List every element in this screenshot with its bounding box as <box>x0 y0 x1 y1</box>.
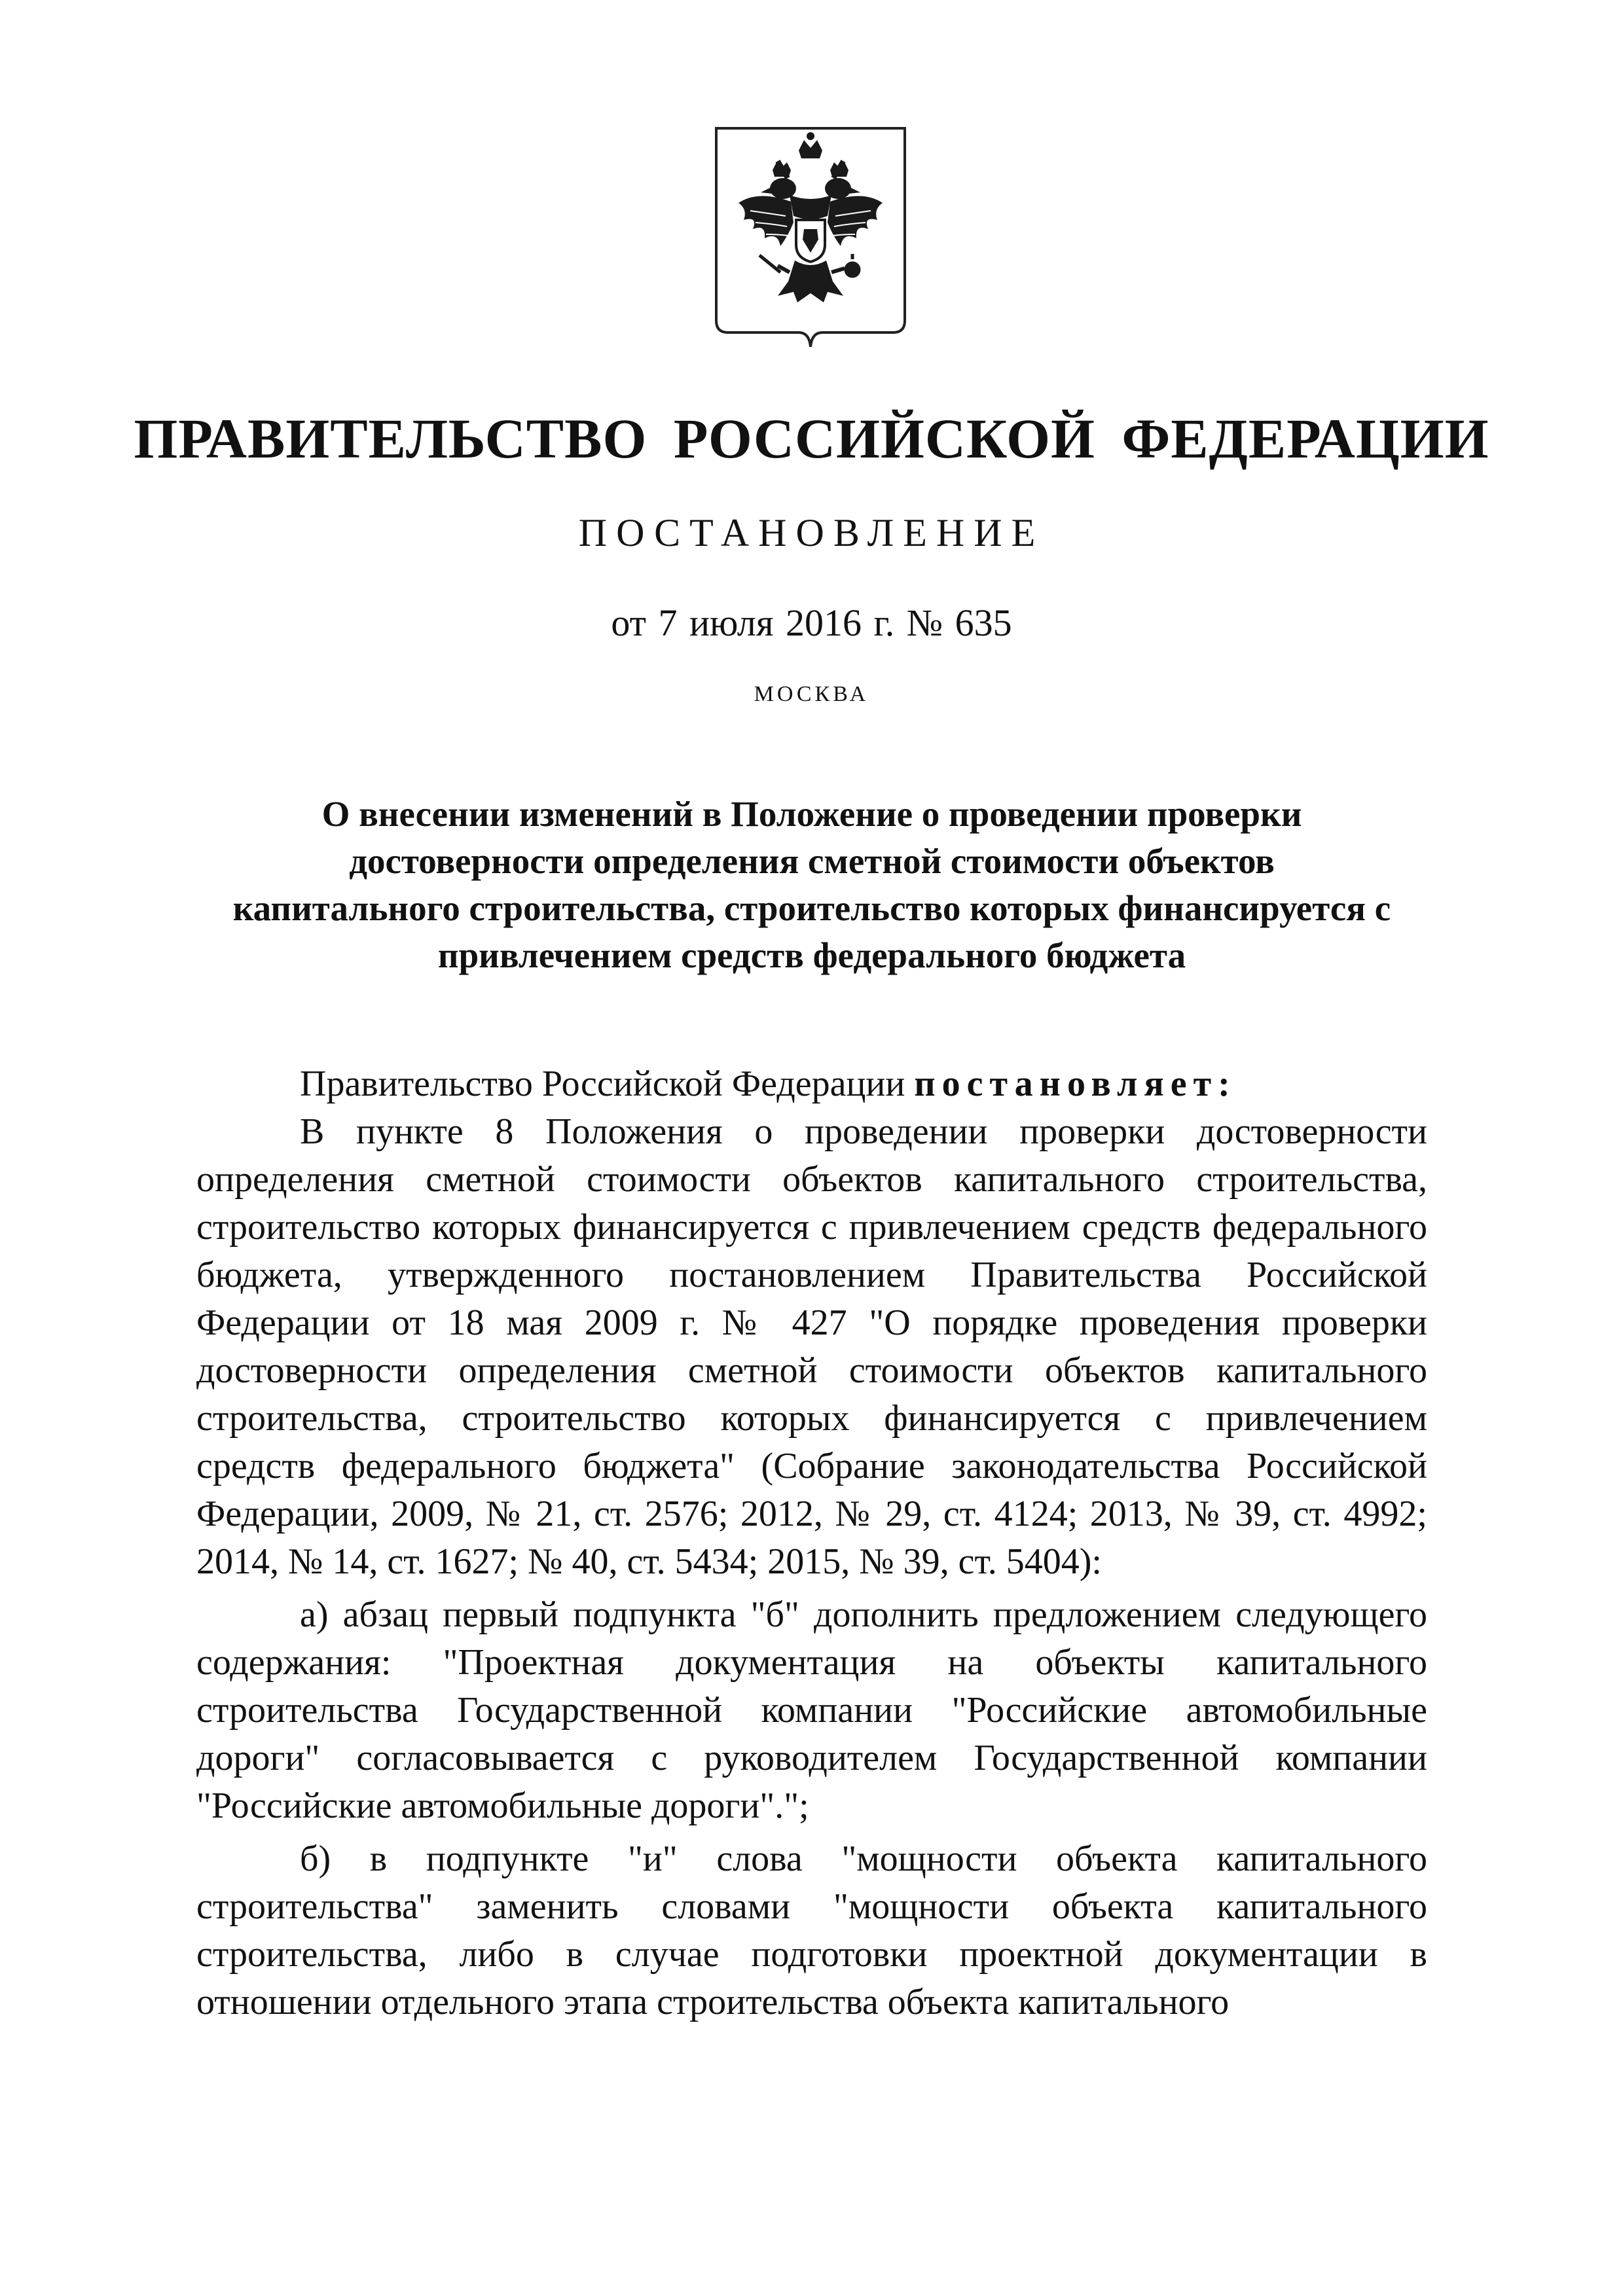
subject-line: капитального строительства, строительство которых финансируется с <box>232 888 1391 928</box>
main-paragraph: В пункте 8 Положения о проведении проверки достоверности определения сметной стоимости объектов капитального строительства, строительство которых финансируется с привлечением средств федерального бюджета, утвержденного постановлением Правительства Российской Федерации от 18 мая 2009 г. № 427 "О порядке проведения проверки достоверности определения сметной стоимости объектов капитального строительства, строительство которых финансируется с привлечением средств федерального бюджета" (Собрание законодательства Российской Федерации, 2009, № 21, ст. 2576; 2012, № 29, ст. 4124; 2013, № 39, ст. 4992; 2014, № 14, ст. 1627; № 40, ст. 5434; 2015, № 39, ст. 5404): <box>196 1111 1427 1582</box>
russian-coat-of-arms-icon <box>712 124 909 360</box>
document-subject <box>196 791 1427 979</box>
intro-text: Правительство Российской Федерации <box>300 1064 905 1104</box>
subject-line: привлечением средств федерального бюджета <box>437 935 1186 975</box>
city: МОСКВА <box>754 682 869 706</box>
item-b-paragraph: б) в подпункте "и" слова "мощности объекта капитального строительства" заменить словами "мощности объекта капитального строительства, либо в случае подготовки проектной документации в отношении отдельного этапа строительства объекта капитального <box>196 1839 1427 2022</box>
intro-verb: постановляет: <box>914 1064 1237 1104</box>
subject-line: О внесении изменений в Положение о проведении проверки <box>321 794 1302 834</box>
intro-paragraph <box>196 1060 1427 1108</box>
item-a-paragraph: а) абзац первый подпункта "б" дополнить предложением следующего содержания: "Проектная документация на объекты капитального строительства Государственной компании "Российские автомобильные дороги" согласовывается с руководителем Государственной компании "Российские автомобильные дороги"."; <box>196 1594 1427 1826</box>
subject-line: достоверности определения сметной стоимости объектов <box>349 841 1275 881</box>
date-and-number: от 7 июля 2016 г. № 635 <box>611 601 1012 644</box>
document-body <box>196 1060 1427 2026</box>
document-type: ПОСТАНОВЛЕНИЕ <box>578 511 1045 554</box>
government-title: ПРАВИТЕЛЬСТВО РОССИЙСКОЙ ФЕДЕРАЦИИ <box>134 407 1489 470</box>
